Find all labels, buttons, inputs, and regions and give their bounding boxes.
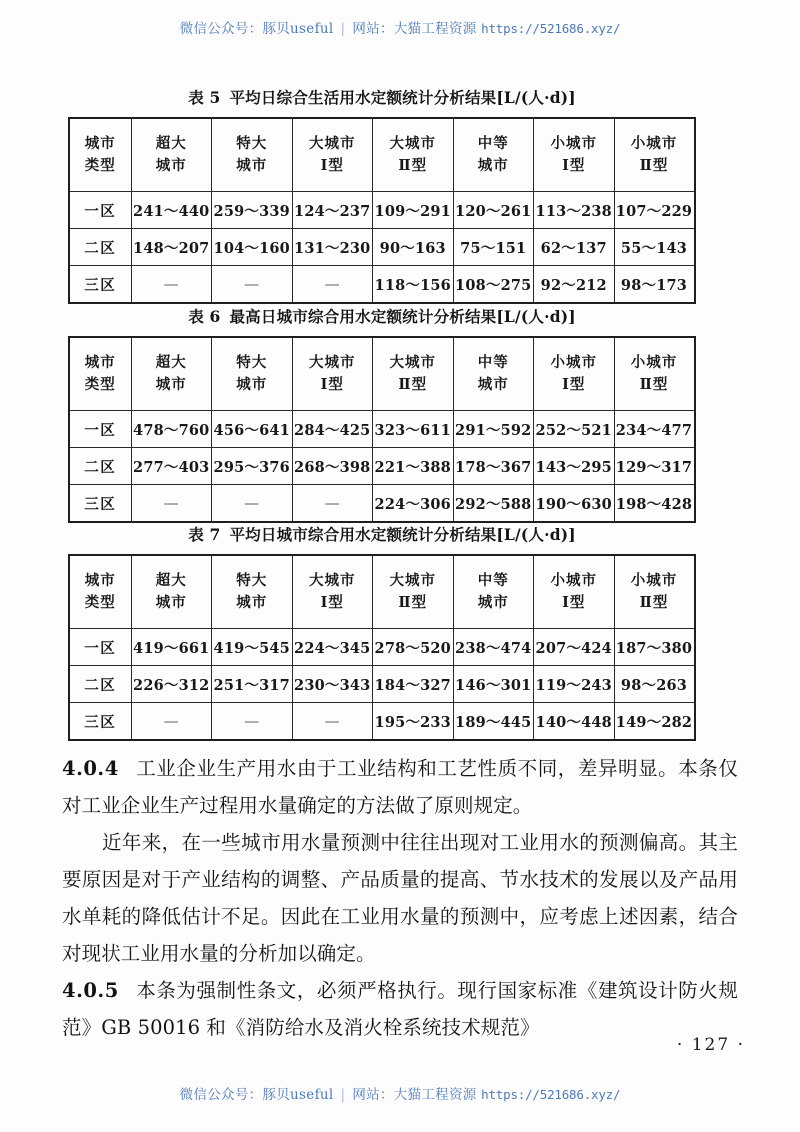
header-line-2: Ⅱ型 (639, 594, 669, 611)
watermark-separator: | (340, 1087, 346, 1103)
header-line-1: 城市 (84, 353, 116, 371)
cell: 277～403 (131, 448, 212, 485)
header-line-1: 超大 (155, 571, 187, 589)
cell: 268～398 (292, 448, 373, 485)
header-line-2: 城市 (236, 157, 268, 174)
table-caption-6 (68, 305, 694, 327)
header-line-2: 城市 (477, 157, 509, 174)
cell: 129～317 (614, 448, 695, 485)
row-label: 一区 (69, 411, 131, 448)
cell: 419～545 (212, 629, 293, 666)
table-5-col-2 (212, 118, 293, 192)
cell: 146～301 (453, 666, 534, 703)
table-7-col-4 (373, 555, 454, 629)
header-line-1: 大城市 (309, 134, 356, 152)
header-line-2: Ⅰ型 (562, 157, 586, 174)
cell: 456～641 (212, 411, 293, 448)
cell: 259～339 (212, 192, 293, 229)
table-7 (68, 554, 696, 741)
row-label: 二区 (69, 229, 131, 266)
table-caption-6-text: 最高日城市综合用水定额统计分析结果[L/(人·d)] (229, 307, 576, 326)
table-6-col-6 (534, 337, 615, 411)
header-line-1: 中等 (477, 134, 509, 152)
row-label: 一区 (69, 629, 131, 666)
table-7-header-row (69, 555, 695, 629)
cell: 113～238 (534, 192, 615, 229)
table-6-col-7 (614, 337, 695, 411)
cell: 90～163 (373, 229, 454, 266)
cell: 149～282 (614, 703, 695, 741)
table-block-5 (68, 86, 694, 304)
cell: 120～261 (453, 192, 534, 229)
cell: 55～143 (614, 229, 695, 266)
cell: 198～428 (614, 485, 695, 523)
header-line-2: 类型 (84, 376, 116, 393)
table-row (69, 229, 695, 266)
header-line-1: 大城市 (389, 571, 436, 589)
header-line-1: 中等 (477, 353, 509, 371)
cell: 207～424 (534, 629, 615, 666)
table-7-col-7 (614, 555, 695, 629)
cell: 224～306 (373, 485, 454, 523)
cell: 252～521 (534, 411, 615, 448)
header-line-1: 大城市 (389, 134, 436, 152)
header-line-2: Ⅰ型 (562, 376, 586, 393)
table-6-col-0 (69, 337, 131, 411)
paragraph-text: 近年来，在一些城市用水量预测中往往出现对工业用水的预测偏高。其主要原因是对于产业结构的调整、产品质量的提高、节水技术的发展以及产品用水单耗的降低估计不足。因此在工业用水量的预测中，应考虑上述因素，结合对现状工业用水量的分析加以确定。 (62, 831, 738, 965)
table-row (69, 629, 695, 666)
table-caption-5 (68, 86, 694, 108)
header-line-2: Ⅱ型 (398, 594, 428, 611)
cell: 221～388 (373, 448, 454, 485)
watermark-wechat-label: 微信公众号：豚贝useful (179, 1087, 334, 1103)
header-line-2: Ⅱ型 (398, 376, 428, 393)
table-5 (68, 117, 696, 304)
header-line-1: 小城市 (630, 571, 678, 589)
header-line-1: 小城市 (550, 134, 597, 152)
table-5-header-row (69, 118, 695, 192)
cell: — (292, 485, 373, 523)
table-row (69, 485, 695, 523)
cell: 224～345 (292, 629, 373, 666)
table-6-col-1 (131, 337, 212, 411)
cell: 419～661 (131, 629, 212, 666)
header-line-1: 小城市 (630, 353, 678, 371)
cell: 291～592 (453, 411, 534, 448)
watermark-url: https://521686.xyz/ (481, 1087, 621, 1102)
table-7-col-0 (69, 555, 131, 629)
cell: 190～630 (534, 485, 615, 523)
row-label: 二区 (69, 666, 131, 703)
cell: 98～173 (614, 266, 695, 304)
table-6 (68, 336, 696, 523)
watermark-top (0, 17, 800, 37)
header-line-2: 城市 (155, 157, 187, 174)
header-line-1: 大城市 (309, 353, 356, 371)
page-number: · 127 · (676, 1035, 745, 1055)
cell: 118～156 (373, 266, 454, 304)
header-line-2: 城市 (236, 376, 268, 393)
table-caption-5-text: 平均日综合生活用水定额统计分析结果[L/(人·d)] (229, 88, 576, 107)
cell: 62～137 (534, 229, 615, 266)
header-line-1: 大城市 (309, 571, 356, 589)
table-7-col-3 (292, 555, 373, 629)
header-line-1: 小城市 (550, 571, 597, 589)
cell: 75～151 (453, 229, 534, 266)
header-line-2: 城市 (155, 376, 187, 393)
cell: 104～160 (212, 229, 293, 266)
cell: 323～611 (373, 411, 454, 448)
header-line-2: 城市 (477, 594, 509, 611)
watermark-bottom (0, 1083, 800, 1103)
cell: 107～229 (614, 192, 695, 229)
cell: — (212, 266, 293, 304)
cell: — (212, 485, 293, 523)
cell: 292～588 (453, 485, 534, 523)
cell: 131～230 (292, 229, 373, 266)
table-row (69, 192, 695, 229)
cell: — (292, 266, 373, 304)
cell: 478～760 (131, 411, 212, 448)
cell: 230～343 (292, 666, 373, 703)
cell: 184～327 (373, 666, 454, 703)
cell: — (131, 266, 212, 304)
header-line-2: 类型 (84, 157, 116, 174)
cell: 189～445 (453, 703, 534, 741)
header-line-1: 超大 (155, 353, 187, 371)
table-row (69, 703, 695, 741)
cell: 226～312 (131, 666, 212, 703)
header-line-2: 类型 (84, 594, 116, 611)
cell: 187～380 (614, 629, 695, 666)
header-line-2: Ⅱ型 (398, 157, 428, 174)
table-caption-6-number: 表 6 (188, 307, 221, 326)
cell: 109～291 (373, 192, 454, 229)
cell: — (212, 703, 293, 741)
header-line-1: 中等 (477, 571, 509, 589)
cell: 148～207 (131, 229, 212, 266)
row-label: 三区 (69, 703, 131, 741)
table-caption-7-number: 表 7 (188, 525, 221, 544)
watermark-site-label: 网站：大猫工程资源 (352, 1087, 477, 1103)
table-6-col-4 (373, 337, 454, 411)
cell: — (292, 703, 373, 741)
watermark-site-label: 网站：大猫工程资源 (352, 21, 477, 37)
table-5-col-0 (69, 118, 131, 192)
table-6-col-2 (212, 337, 293, 411)
header-line-1: 小城市 (550, 353, 597, 371)
table-7-col-1 (131, 555, 212, 629)
header-line-1: 城市 (84, 134, 116, 152)
header-line-1: 小城市 (630, 134, 678, 152)
table-row (69, 266, 695, 304)
cell: 178～367 (453, 448, 534, 485)
row-label: 一区 (69, 192, 131, 229)
header-line-2: Ⅰ型 (562, 594, 586, 611)
cell: 195～233 (373, 703, 454, 741)
cell: — (131, 485, 212, 523)
header-line-2: Ⅰ型 (320, 157, 344, 174)
header-line-1: 超大 (155, 134, 187, 152)
watermark-wechat-label: 微信公众号：豚贝useful (179, 21, 334, 37)
table-block-7 (68, 523, 694, 741)
table-row (69, 448, 695, 485)
cell: 92～212 (534, 266, 615, 304)
row-label: 三区 (69, 485, 131, 523)
header-line-1: 特大 (236, 353, 268, 371)
header-line-2: Ⅰ型 (320, 594, 344, 611)
header-line-2: 城市 (477, 376, 509, 393)
row-label: 三区 (69, 266, 131, 304)
table-block-6 (68, 305, 694, 523)
table-6-header-row (69, 337, 695, 411)
cell: 238～474 (453, 629, 534, 666)
paragraph-text: 本条为强制性条文，必须严格执行。现行国家标准《建筑设计防火规范》GB 50016 和《消防给水及消火栓系统技术规范》 (62, 979, 738, 1039)
cell: 124～237 (292, 192, 373, 229)
header-line-2: Ⅱ型 (639, 157, 669, 174)
header-line-2: 城市 (236, 594, 268, 611)
table-7-col-2 (212, 555, 293, 629)
table-7-col-6 (534, 555, 615, 629)
cell: 241～440 (131, 192, 212, 229)
table-6-col-5 (453, 337, 534, 411)
header-line-2: Ⅱ型 (639, 376, 669, 393)
watermark-separator: | (340, 21, 346, 37)
cell: 295～376 (212, 448, 293, 485)
clause-number-4-0-4: 4.0.4 (62, 757, 119, 780)
header-line-1: 特大 (236, 134, 268, 152)
cell: — (131, 703, 212, 741)
table-row (69, 411, 695, 448)
cell: 140～448 (534, 703, 615, 741)
paragraph-industrial-forecast (62, 824, 738, 972)
table-caption-7-text: 平均日城市综合用水定额统计分析结果[L/(人·d)] (229, 525, 576, 544)
table-7-col-5 (453, 555, 534, 629)
row-label: 二区 (69, 448, 131, 485)
header-line-1: 特大 (236, 571, 268, 589)
cell: 251～317 (212, 666, 293, 703)
table-5-col-6 (534, 118, 615, 192)
cell: 143～295 (534, 448, 615, 485)
clause-number-4-0-5: 4.0.5 (62, 979, 119, 1002)
table-caption-7 (68, 523, 694, 545)
table-5-col-1 (131, 118, 212, 192)
cell: 98～263 (614, 666, 695, 703)
table-5-col-3 (292, 118, 373, 192)
cell: 119～243 (534, 666, 615, 703)
header-line-2: 城市 (155, 594, 187, 611)
paragraph-text: 工业企业生产用水由于工业结构和工艺性质不同，差异明显。本条仅对工业企业生产过程用水量确定的方法做了原则规定。 (62, 757, 738, 817)
cell: 234～477 (614, 411, 695, 448)
table-5-col-7 (614, 118, 695, 192)
table-6-col-3 (292, 337, 373, 411)
header-line-1: 大城市 (389, 353, 436, 371)
header-line-1: 城市 (84, 571, 116, 589)
cell: 278～520 (373, 629, 454, 666)
table-5-col-4 (373, 118, 454, 192)
table-5-col-5 (453, 118, 534, 192)
paragraph-4-0-4 (62, 750, 738, 824)
cell: 284～425 (292, 411, 373, 448)
header-line-2: Ⅰ型 (320, 376, 344, 393)
table-row (69, 666, 695, 703)
watermark-url: https://521686.xyz/ (481, 21, 621, 36)
table-caption-5-number: 表 5 (188, 88, 221, 107)
cell: 108～275 (453, 266, 534, 304)
